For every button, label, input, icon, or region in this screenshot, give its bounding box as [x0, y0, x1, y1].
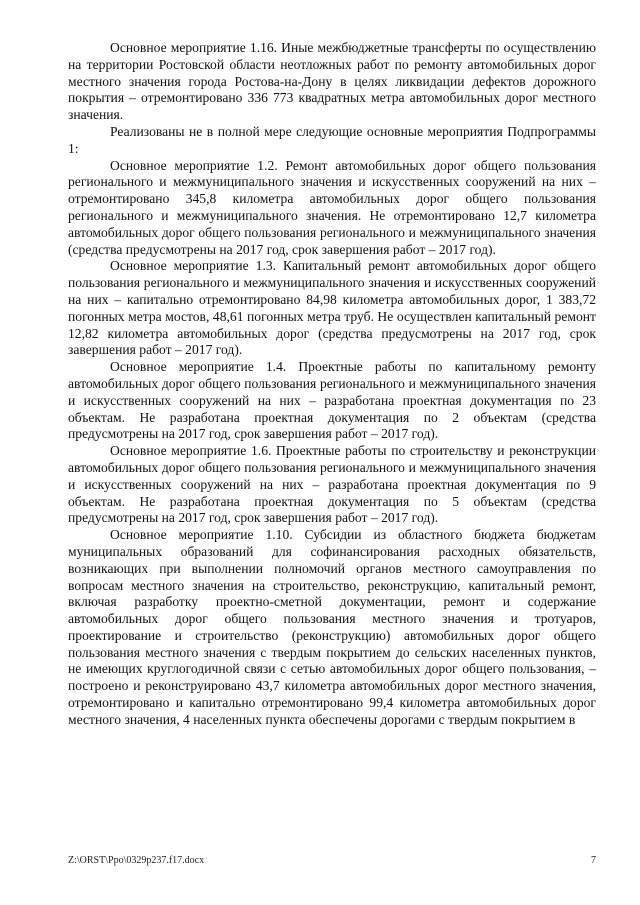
- document-body: [68, 40, 596, 729]
- page-footer: [68, 855, 596, 867]
- paragraph-1-10: Основное мероприятие 1.10. Субсидии из областного бюджета бюджетам муниципальных образований для софинансирования расходных обязательств, возникающих при выполнении полномочий органов местного самоуправления по вопросам местного значения на строительство, реконструкцию, капитальный ремонт, включая разработку проектно-сметной документации, ремонт и содержание автомобильных дорог общего пользования местного значения и тротуаров, проектирование и строительство (реконструкцию) автомобильных дорог общего пользования местного значения с твердым покрытием до сельских населенных пунктов, не имеющих круглогодичной связи с сетью автомобильных дорог общего пользования, – построено и реконструировано 43,7 километра автомобильных дорог местного значения, отремонтировано и капитально отремонтировано 99,4 километра автомобильных дорог местного значения, 4 населенных пункта обеспечены дорогами с твердым покрытием в: [68, 527, 596, 727]
- paragraph-not-fully-implemented: Реализованы не в полной мере следующие основные мероприятия Подпрограммы 1:: [68, 123, 596, 156]
- paragraph-1-3: Основное мероприятие 1.3. Капитальный ремонт автомобильных дорог общего пользования регионального и межмуниципального значения и искусственных сооружений на них – капитально отремонтировано 84,98 километра автомобильных дорог, 1 383,72 погонных метра мостов, 48,61 погонных метра труб. Не осуществлен капитальный ремонт 12,82 километра автомобильных дорог (средства предусмотрены на 2017 год, срок завершения работ – 2017 год).: [68, 258, 596, 358]
- footer-page-number: 7: [591, 855, 596, 866]
- footer-file-path: Z:\ORST\Ppo\0329p237.f17.docx: [68, 855, 205, 866]
- paragraph-1-2: Основное мероприятие 1.2. Ремонт автомобильных дорог общего пользования регионального и межмуниципального значения и искусственных сооружений на них – отремонтировано 345,8 километра автомобильных дорог общего пользования регионального и межмуниципального значения. Не отремонтировано 12,7 километра автомобильных дорог общего пользования регионального и межмуниципального значения (средства предусмотрены на 2017 год, срок завершения работ – 2017 год).: [68, 157, 596, 257]
- paragraph-1-6: Основное мероприятие 1.6. Проектные работы по строительству и реконструкции автомобильных дорог общего пользования регионального и межмуниципального значения и искусственных сооружений на них – разработана проектная документация по 9 объектам. Не разработана проектная документация по 5 объектам (средства предусмотрены на 2017 год, срок завершения работ – 2017 год).: [68, 443, 596, 526]
- paragraph-1-4: Основное мероприятие 1.4. Проектные работы по капитальному ремонту автомобильных дорог общего пользования регионального и межмуниципального значения и искусственных сооружений на них – разработана проектная документация по 23 объектам. Не разработана проектная документация по 2 объектам (средства предусмотрены на 2017 год, срок завершения работ – 2017 год).: [68, 359, 596, 442]
- paragraph-1-16: Основное мероприятие 1.16. Иные межбюджетные трансферты по осуществлению на территории Ростовской области неотложных работ по ремонту автомобильных дорог местного значения города Ростова-на-Дону в целях ликвидации дефектов дорожного покрытия – отремонтировано 336 773 квадратных метра автомобильных дорог местного значения.: [68, 40, 596, 123]
